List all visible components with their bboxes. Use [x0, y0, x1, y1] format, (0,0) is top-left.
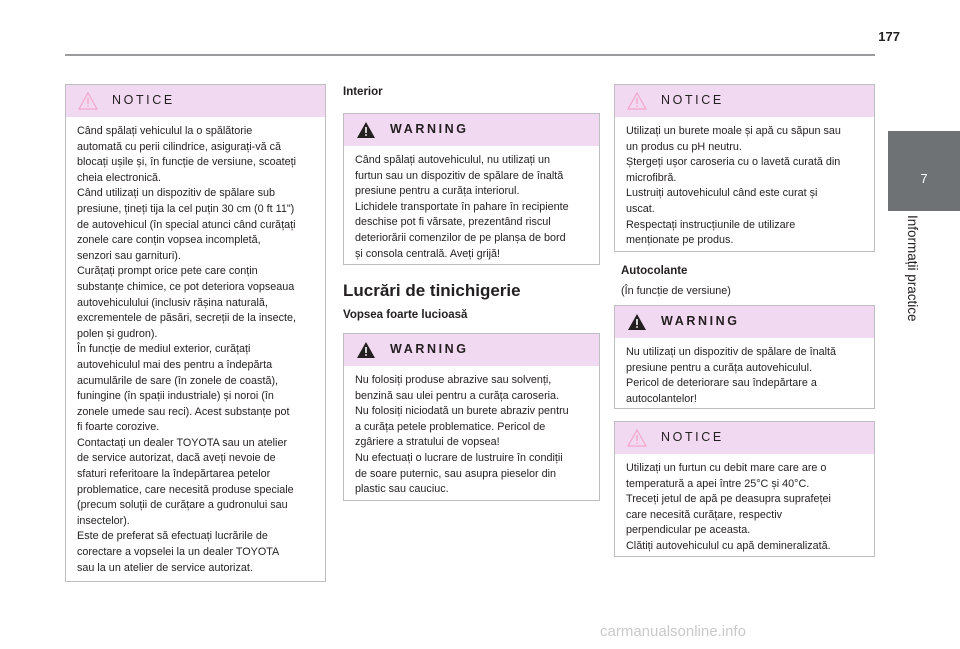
notice-box-cleaning: [65, 84, 326, 582]
notice-label: NOTICE: [661, 430, 724, 444]
notice-header: [66, 85, 325, 117]
caution-triangle-icon: [627, 92, 647, 110]
warning-header: [344, 114, 599, 146]
warning-triangle-icon: [627, 313, 647, 331]
warning-header: [344, 334, 599, 366]
notice-text: Utilizați un furtun cu debit mare care are o temperatură a apei între 25°C și 40°C. Treceți jetul de apă pe deasupra suprafeței care necesită curățare, respectiv perpendicular pe aceasta. Clătiți autovehiculul cu apă demineralizată.: [626, 462, 831, 552]
page-number: 177: [878, 29, 900, 44]
chapter-title: Informații practice: [905, 215, 920, 322]
autocolante-heading: Autocolante: [621, 265, 688, 277]
notice-text: Utilizați un burete moale și apă cu săpun sau un produs cu pH neutru. Ștergeți ușor caroseria cu o lavetă curată din microfibră. Lustruiți autovehiculul când este curat și uscat. Respectați instrucțiunile de utilizare menționate pe produs.: [626, 125, 841, 247]
watermark: carmanualsonline.info: [600, 623, 746, 640]
header-rule: [65, 54, 875, 56]
warning-text: Nu utilizați un dispozitiv de spălare de înaltă presiune pentru a curăța autovehiculul. Pericol de deteriorare sau îndepărtare a autocolantelor!: [626, 346, 837, 405]
notice-box-hose: [614, 421, 875, 557]
warning-body: [344, 366, 599, 506]
warning-triangle-icon: [356, 121, 376, 139]
warning-body: [344, 146, 599, 270]
warning-label: WARNING: [390, 342, 469, 356]
warning-text: Nu folosiți produse abrazive sau solvenți, benzină sau ulei pentru a curăța caroseria. Nu folosiți niciodată un burete abraziv pentru a curăța petele problematice. Pericol de zgâriere a stratului de vopsea! Nu efectuați o lucrare de lustruire în condiții de soare puternic, sau asupra pieselor din plastic sau cauciuc.: [355, 374, 569, 496]
chapter-tab-number: 7: [920, 171, 928, 186]
warning-body: [615, 338, 874, 415]
notice-label: NOTICE: [112, 93, 175, 107]
autocolante-note: (În funcție de versiune): [621, 285, 731, 297]
interior-heading: Interior: [343, 86, 383, 98]
paint-subheading: Vopsea foarte lucioasă: [343, 309, 468, 321]
warning-triangle-icon: [356, 341, 376, 359]
warning-box-stickers: [614, 305, 875, 409]
caution-triangle-icon: [627, 429, 647, 447]
notice-body: [615, 117, 874, 257]
caution-triangle-icon: [78, 92, 98, 110]
warning-header: [615, 306, 874, 338]
chapter-tab[interactable]: [888, 131, 960, 211]
warning-box-paint: [343, 333, 600, 501]
notice-body: [615, 454, 874, 563]
warning-label: WARNING: [661, 314, 740, 328]
notice-label: NOTICE: [661, 93, 724, 107]
notice-header: [615, 85, 874, 117]
section-title: Lucrări de tinichigerie: [343, 281, 521, 300]
notice-box-washing: [614, 84, 875, 252]
notice-body: [66, 117, 325, 584]
warning-text: Când spălați autovehiculul, nu utilizați un furtun sau un dispozitiv de spălare de înaltă presiune pentru a curăța interiorul. Lichidele transportate în pahare în recipiente deschise pot fi vărsate, prezentând riscul deteriorării comenzilor de pe planșa de bord și consola centrală. Aveți grijă!: [355, 154, 569, 260]
notice-text: Când spălați vehiculul la o spălătorie automată cu perii cilindrice, asigurați-vă că blocați ușile și, în funcție de versiune, scoateți cheia electronică. Când utilizați un dispozitiv de spălare sub presiune, țineți tija la cel puțin 30 cm (0 ft 11") de autovehicul (în special atunci când curățați zonele care conțin vopsea incompletă, senzori sau garnituri). Curățați prompt orice pete care conțin substanțe chimice, ce pot deteriora vopseaua autovehiculului (inclusiv rășina naturală, excrementele de păsări, secreții de la insecte, polen și gudron). În funcție de mediul exterior, curățați autovehiculul mai des pentru a îndepărta acumulările de sare (în zonele de coastă), funingine (în spații industriale) și noroi (în zonele umede sau reci). Acest substanțe pot fi foarte corozive. Contactați un dealer TOYOTA sau un atelier de service autorizat, dacă aveți nevoie de sfaturi referitoare la îndepărtarea petelor problematice, care necesită produse speciale (precum soluții de curățare a gudronului sau insectelor). Este de preferat să efectuați lucrările de corectare a vopselei la un dealer TOYOTA sau la un atelier de service autorizat.: [77, 125, 297, 574]
notice-header: [615, 422, 874, 454]
warning-label: WARNING: [390, 122, 469, 136]
warning-box-interior: [343, 113, 600, 265]
